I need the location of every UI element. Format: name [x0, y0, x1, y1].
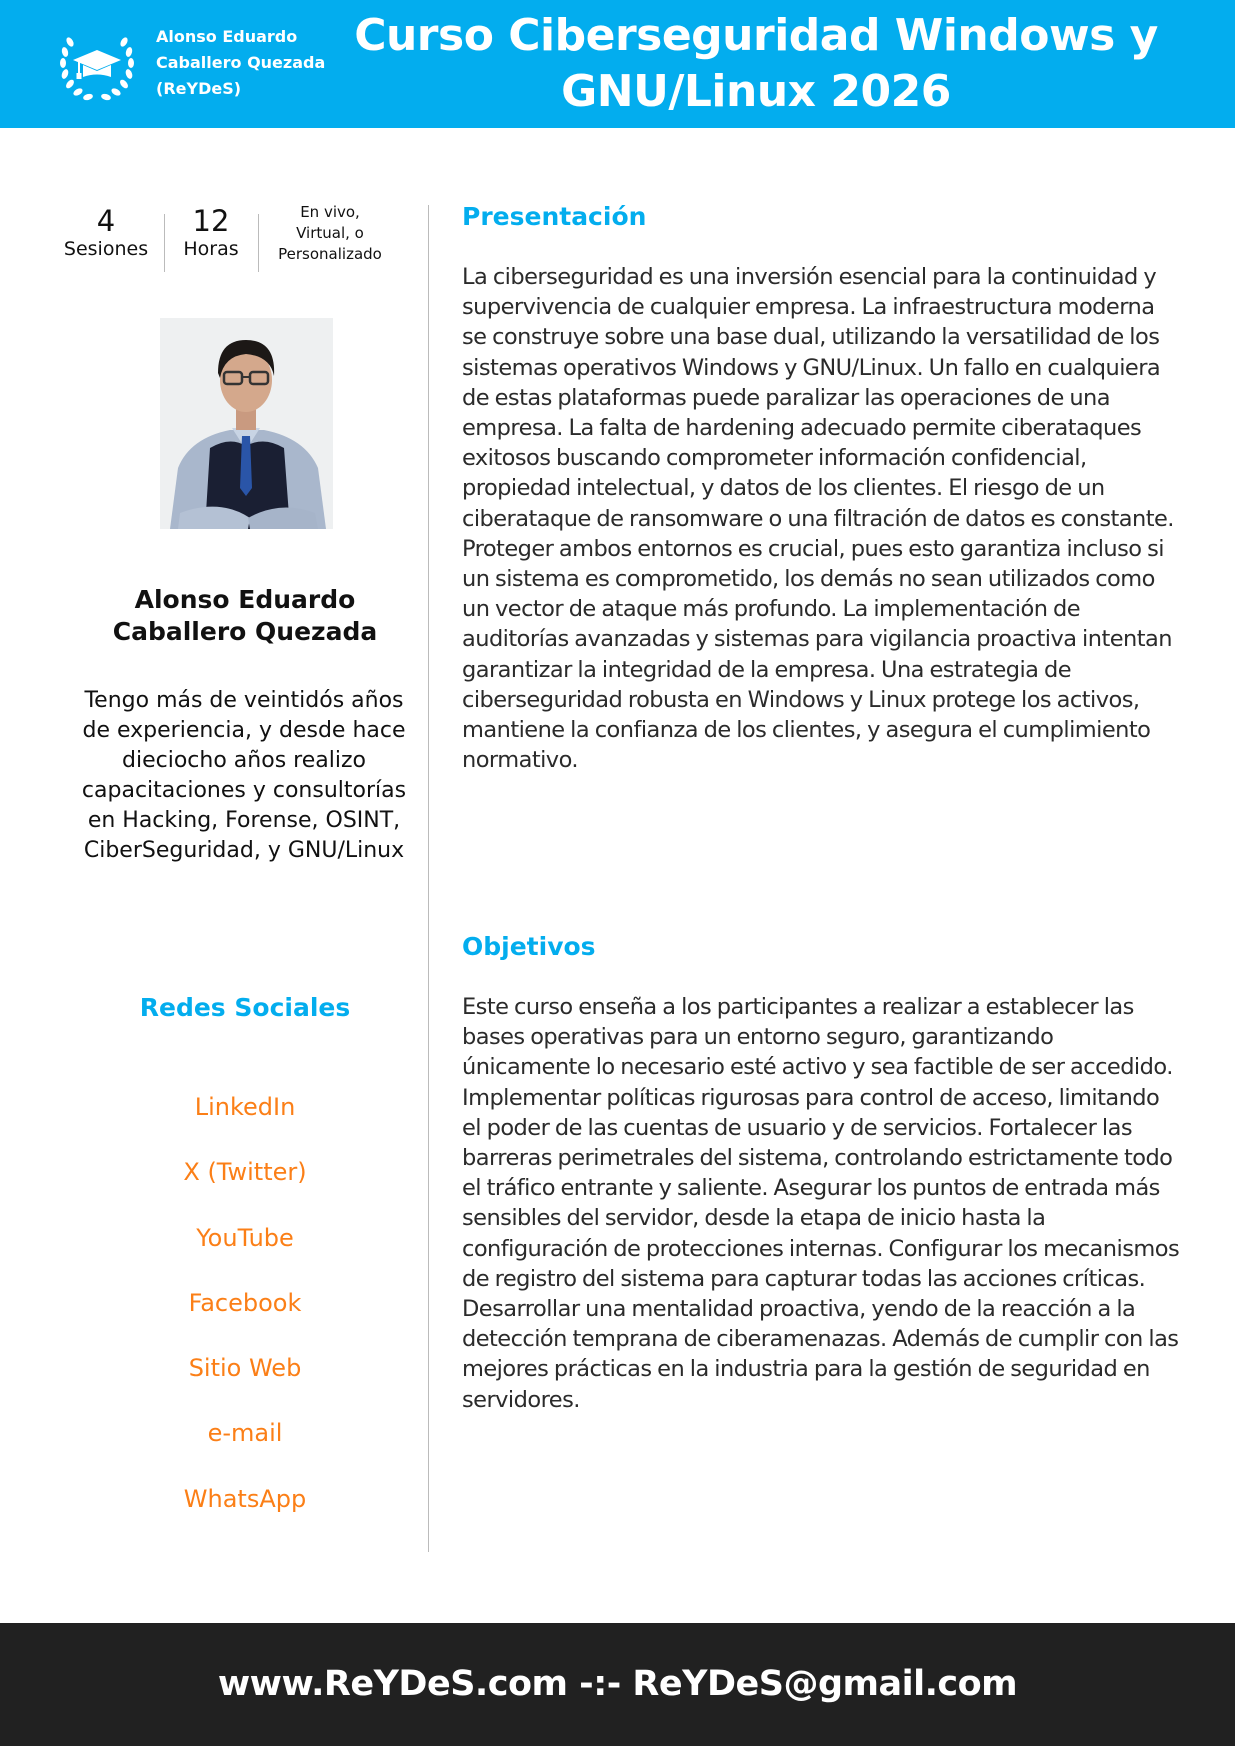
- instructor-name: [40, 584, 450, 648]
- header-banner: [0, 0, 1235, 128]
- footer-contact: www.ReYDeS.com -:- ReYDeS@gmail.com: [0, 1623, 1235, 1746]
- stat-number: 12: [192, 204, 230, 238]
- social-link-whatsapp[interactable]: WhatsApp: [183, 1484, 307, 1513]
- social-link-email[interactable]: e-mail: [207, 1419, 283, 1448]
- stat-label: Virtual, o: [296, 224, 364, 242]
- social-link-youtube[interactable]: YouTube: [196, 1223, 294, 1252]
- section-body-presentacion: La ciberseguridad es una inversión esencial para la continuidad y supervivencia de cualquier empresa. La infraestructura moderna se construye sobre una base dual, utilizando la versatilidad de los sistemas operativos Windows y GNU/Linux. Un fallo en cualquiera de estas plataformas puede paralizar las operaciones de una empresa. La falta de hardening adecuado permite ciberataques exitosos buscando comprometer información confidencial, propiedad intelectual, y datos de los clientes. El riesgo de un ciberataque de ransomware o una filtración de datos es constante. Proteger ambos entornos es crucial, pues esto garantiza incluso si un sistema es comprometido, los demás no sean utilizados como un vector de ataque más profundo. La implementación de auditorías avanzadas y sistemas para vigilancia proactiva intentan garantizar la integridad de la empresa. Una estrategia de ciberseguridad robusta en Windows y Linux protege los activos, mantiene la confianza de los clientes, y asegura el cumplimiento normativo.: [462, 264, 1174, 774]
- social-links: [40, 1090, 450, 1547]
- section-title-presentacion: Presentación: [462, 202, 647, 231]
- stat-label: Sesiones: [63, 238, 149, 260]
- stat-sessions: [58, 204, 154, 264]
- social-link-linkedin[interactable]: LinkedIn: [194, 1093, 296, 1121]
- social-link-twitter[interactable]: X (Twitter): [183, 1158, 307, 1187]
- brand-name: [156, 24, 356, 102]
- page-title: Curso Ciberseguridad Windows y GNU/Linux 2026: [354, 10, 1158, 117]
- brand-line: (ReYDeS): [156, 79, 242, 98]
- instructor-bio: Tengo más de veintidós años de experiencia, y desde hace dieciocho años realizo capacitaciones y consultorías en Hacking, Forense, OSINT, CiberSeguridad, y GNU/Linux: [81, 688, 407, 863]
- stat-label: Personalizado: [278, 245, 382, 263]
- person-portrait-icon: [160, 318, 333, 529]
- stat-number: 4: [96, 204, 116, 238]
- stat-hours: [174, 204, 248, 264]
- social-heading: Redes Sociales: [139, 993, 351, 1022]
- stat-label: Horas: [183, 238, 239, 260]
- instructor-photo: [160, 318, 333, 529]
- stat-label: En vivo,: [300, 203, 360, 221]
- social-link-facebook[interactable]: Facebook: [188, 1288, 302, 1317]
- name-line: Caballero Quezada: [112, 617, 378, 646]
- brand-line: Caballero Quezada: [156, 53, 326, 72]
- section-body-objetivos: Este curso enseña a los participantes a realizar a establecer las bases operativas para un entorno seguro, garantizando únicamente lo necesario esté activo y sea factible de ser accedido. Implementar políticas rigurosas para control de acceso, limitando el poder de las cuentas de usuario y de servicios. Fortalecer las barreras perimetrales del sistema, controlando estrictamente todo el tráfico entrante y saliente. Asegurar los puntos de entrada más sensibles del servidor, desde la etapa de inicio hasta la configuración de protecciones internas. Configurar los mecanismos de registro del sistema para capturar todas las acciones críticas. Desarrollar una mentalidad proactiva, yendo de la reacción a la detección temprana de ciberamenazas. Además de cumplir con las mejores prácticas en la industria para la gestión de seguridad en servidores.: [462, 994, 1180, 1413]
- stat-modality: [268, 202, 392, 262]
- section-title-objetivos: Objetivos: [462, 932, 596, 961]
- name-line: Alonso Eduardo: [134, 585, 356, 614]
- graduation-cap-laurel-icon: [56, 22, 138, 104]
- brand-line: Alonso Eduardo: [156, 27, 298, 46]
- column-divider: [428, 205, 429, 1552]
- stat-divider: [164, 214, 165, 272]
- social-link-website[interactable]: Sitio Web: [188, 1354, 302, 1383]
- course-stats: [58, 204, 458, 264]
- stat-divider: [258, 214, 259, 272]
